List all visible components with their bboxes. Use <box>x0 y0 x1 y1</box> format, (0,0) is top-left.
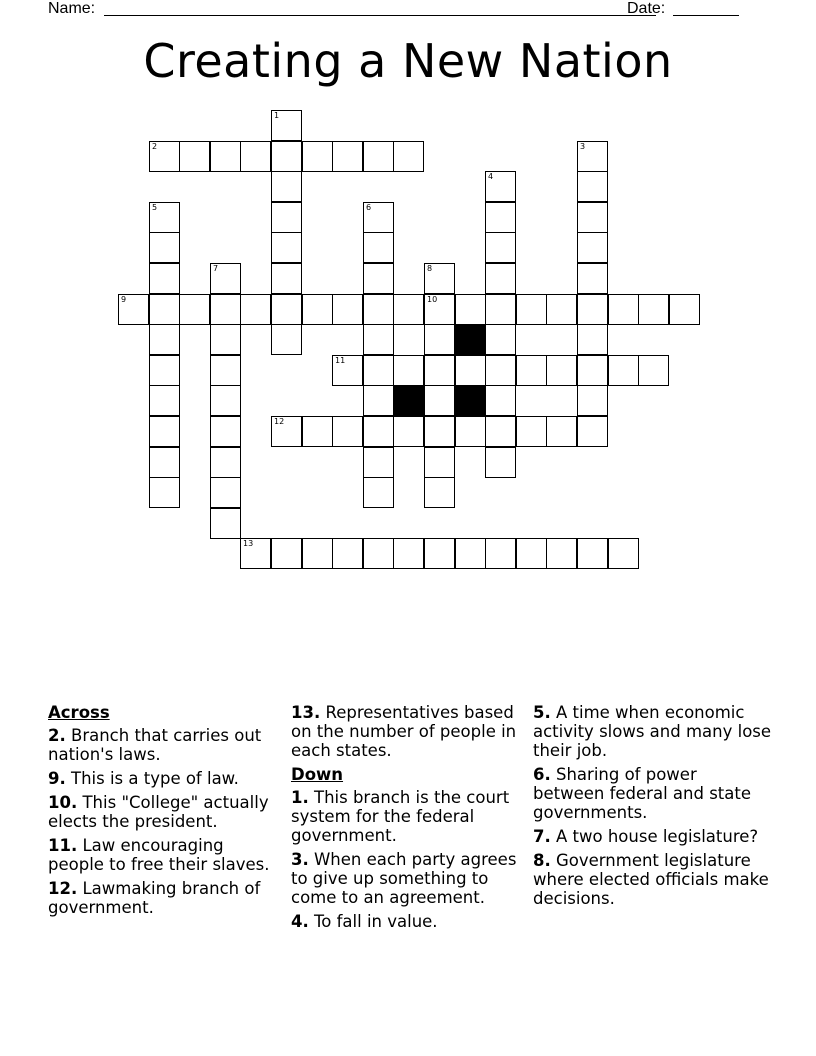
clue-number-label: 8 <box>427 264 433 273</box>
grid-cell[interactable] <box>424 294 455 325</box>
clue-item <box>48 879 273 917</box>
clue-item <box>533 851 773 908</box>
grid-cell[interactable] <box>210 141 241 172</box>
clue-number: 7. <box>533 827 551 846</box>
grid-cell[interactable] <box>485 324 516 355</box>
date-label: Date: <box>627 0 666 17</box>
grid-cell[interactable] <box>210 324 241 355</box>
clue-item <box>291 703 521 760</box>
grid-cell[interactable] <box>332 355 363 386</box>
clues-column-3 <box>533 703 773 913</box>
grid-cell[interactable] <box>149 385 180 416</box>
clue-number: 6. <box>533 765 551 784</box>
grid-cell[interactable] <box>271 110 302 141</box>
clue-number-label: 7 <box>213 264 219 273</box>
clue-text: Branch that carries out nation's laws. <box>48 726 262 764</box>
clue-item <box>291 912 521 931</box>
clue-heading: Down <box>291 765 344 784</box>
clue-number-label: 13 <box>243 539 254 548</box>
black-cell <box>393 385 424 416</box>
grid-cell[interactable] <box>210 263 241 294</box>
clue-number: 2. <box>48 726 66 745</box>
grid-cell[interactable] <box>271 263 302 294</box>
grid-cell[interactable] <box>271 324 302 355</box>
grid-cell[interactable] <box>393 538 424 569</box>
clue-text: Government legislature where elected officials make decisions. <box>533 851 769 908</box>
grid-cell[interactable] <box>424 447 455 478</box>
grid-cell[interactable] <box>149 141 180 172</box>
grid-cell[interactable] <box>302 141 333 172</box>
grid-cell[interactable] <box>240 538 271 569</box>
grid-cell[interactable] <box>210 355 241 386</box>
grid-cell[interactable] <box>271 416 302 447</box>
clue-text: This "College" actually elects the president. <box>48 793 269 831</box>
grid-cell[interactable] <box>638 294 669 325</box>
grid-cell[interactable] <box>240 294 271 325</box>
grid-cell[interactable] <box>485 171 516 202</box>
clue-number: 5. <box>533 703 551 722</box>
clue-item <box>533 765 773 822</box>
grid-cell[interactable] <box>516 294 547 325</box>
clue-text: Sharing of power between federal and state governments. <box>533 765 751 822</box>
grid-cell[interactable] <box>210 385 241 416</box>
clue-number-label: 4 <box>488 172 494 181</box>
grid-cell[interactable] <box>149 294 180 325</box>
name-label: Name: <box>48 0 96 17</box>
grid-cell[interactable] <box>485 416 516 447</box>
grid-cell[interactable] <box>302 294 333 325</box>
grid-cell[interactable] <box>210 294 241 325</box>
grid-cell[interactable] <box>455 416 486 447</box>
grid-cell[interactable] <box>271 538 302 569</box>
grid-cell[interactable] <box>363 447 394 478</box>
clue-number: 3. <box>291 850 309 869</box>
grid-cell[interactable] <box>149 355 180 386</box>
grid-cell[interactable] <box>363 324 394 355</box>
grid-cell[interactable] <box>302 416 333 447</box>
grid-cell[interactable] <box>149 447 180 478</box>
grid-cell[interactable] <box>485 294 516 325</box>
grid-cell[interactable] <box>455 294 486 325</box>
grid-cell[interactable] <box>271 141 302 172</box>
clue-number: 9. <box>48 769 66 788</box>
grid-cell[interactable] <box>271 294 302 325</box>
grid-cell[interactable] <box>546 355 577 386</box>
grid-cell[interactable] <box>210 447 241 478</box>
clue-text: Law encouraging people to free their slaves. <box>48 836 270 874</box>
grid-cell[interactable] <box>240 141 271 172</box>
grid-cell[interactable] <box>302 538 333 569</box>
clue-number-label: 10 <box>427 295 438 304</box>
clue-number: 8. <box>533 851 551 870</box>
grid-cell[interactable] <box>393 294 424 325</box>
clue-heading: Across <box>48 703 110 722</box>
grid-cell[interactable] <box>179 294 210 325</box>
grid-cell[interactable] <box>363 355 394 386</box>
grid-cell[interactable] <box>271 232 302 263</box>
grid-cell[interactable] <box>577 263 608 294</box>
clue-number: 12. <box>48 879 78 898</box>
grid-cell[interactable] <box>577 324 608 355</box>
clue-item <box>533 703 773 760</box>
grid-cell[interactable] <box>577 202 608 233</box>
grid-cell[interactable] <box>363 538 394 569</box>
grid-cell[interactable] <box>424 416 455 447</box>
clue-number: 1. <box>291 788 309 807</box>
grid-cell[interactable] <box>393 355 424 386</box>
grid-cell[interactable] <box>363 294 394 325</box>
black-cell <box>455 385 486 416</box>
grid-cell[interactable] <box>424 538 455 569</box>
grid-cell[interactable] <box>485 538 516 569</box>
grid-cell[interactable] <box>577 294 608 325</box>
grid-cell[interactable] <box>393 141 424 172</box>
grid-cell[interactable] <box>271 202 302 233</box>
grid-cell[interactable] <box>608 355 639 386</box>
grid-cell[interactable] <box>455 355 486 386</box>
grid-cell[interactable] <box>546 538 577 569</box>
grid-cell[interactable] <box>149 202 180 233</box>
black-cell <box>455 324 486 355</box>
clue-item <box>48 769 273 788</box>
grid-cell[interactable] <box>608 538 639 569</box>
grid-cell[interactable] <box>485 202 516 233</box>
grid-cell[interactable] <box>485 447 516 478</box>
clue-text: Representatives based on the number of people in each states. <box>291 703 517 760</box>
grid-cell[interactable] <box>332 141 363 172</box>
grid-cell[interactable] <box>638 355 669 386</box>
clue-item <box>48 726 273 764</box>
clue-item <box>291 850 521 907</box>
grid-cell[interactable] <box>485 355 516 386</box>
clue-text: To fall in value. <box>308 912 438 931</box>
grid-cell[interactable] <box>210 416 241 447</box>
grid-cell[interactable] <box>210 508 241 539</box>
grid-cell[interactable] <box>577 385 608 416</box>
grid-cell[interactable] <box>149 416 180 447</box>
grid-cell[interactable] <box>149 324 180 355</box>
grid-cell[interactable] <box>455 538 486 569</box>
grid-cell[interactable] <box>149 263 180 294</box>
clue-number-label: 2 <box>152 142 158 151</box>
grid-cell[interactable] <box>546 416 577 447</box>
grid-cell[interactable] <box>577 355 608 386</box>
grid-cell[interactable] <box>149 477 180 508</box>
clue-number-label: 3 <box>580 142 586 151</box>
grid-cell[interactable] <box>363 141 394 172</box>
grid-cell[interactable] <box>485 385 516 416</box>
grid-cell[interactable] <box>363 477 394 508</box>
grid-cell[interactable] <box>363 202 394 233</box>
grid-cell[interactable] <box>424 355 455 386</box>
clue-item <box>533 827 773 846</box>
clue-item <box>48 793 273 831</box>
clues-column-1 <box>48 703 273 922</box>
grid-cell[interactable] <box>577 171 608 202</box>
page-title: Creating a New Nation <box>143 34 673 88</box>
grid-cell[interactable] <box>424 324 455 355</box>
clue-number-label: 11 <box>335 356 346 365</box>
grid-cell[interactable] <box>332 538 363 569</box>
clue-text: This is a type of law. <box>65 769 239 788</box>
grid-cell[interactable] <box>118 294 149 325</box>
clue-number-label: 6 <box>366 203 372 212</box>
grid-cell[interactable] <box>669 294 700 325</box>
clue-text: Lawmaking branch of government. <box>48 879 261 917</box>
clue-text: A two house legislature? <box>550 827 759 846</box>
grid-cell[interactable] <box>577 538 608 569</box>
grid-cell[interactable] <box>516 416 547 447</box>
grid-cell[interactable] <box>577 232 608 263</box>
clue-item <box>48 836 273 874</box>
clue-number: 10. <box>48 793 78 812</box>
grid-cell[interactable] <box>363 263 394 294</box>
clue-number: 4. <box>291 912 309 931</box>
clue-number: 11. <box>48 836 78 855</box>
grid-cell[interactable] <box>149 232 180 263</box>
grid-cell[interactable] <box>363 416 394 447</box>
grid-cell[interactable] <box>485 263 516 294</box>
clue-number: 13. <box>291 703 321 722</box>
grid-cell[interactable] <box>577 416 608 447</box>
clue-number-label: 9 <box>121 295 127 304</box>
grid-cell[interactable] <box>332 294 363 325</box>
grid-cell[interactable] <box>393 416 424 447</box>
grid-cell[interactable] <box>485 232 516 263</box>
clue-number-label: 12 <box>274 417 285 426</box>
grid-cell[interactable] <box>363 232 394 263</box>
grid-cell[interactable] <box>546 294 577 325</box>
clue-number-label: 5 <box>152 203 158 212</box>
grid-cell[interactable] <box>332 416 363 447</box>
grid-cell[interactable] <box>608 294 639 325</box>
clue-text: This branch is the court system for the federal government. <box>291 788 510 845</box>
grid-cell[interactable] <box>210 477 241 508</box>
grid-cell[interactable] <box>424 385 455 416</box>
grid-cell[interactable] <box>424 477 455 508</box>
grid-cell[interactable] <box>363 385 394 416</box>
clue-text: When each party agrees to give up something to come to an agreement. <box>291 850 517 907</box>
grid-cell[interactable] <box>516 538 547 569</box>
clue-item <box>291 788 521 845</box>
grid-cell[interactable] <box>577 141 608 172</box>
clue-number-label: 1 <box>274 111 280 120</box>
grid-cell[interactable] <box>424 263 455 294</box>
clue-text: A time when economic activity slows and many lose their job. <box>533 703 772 760</box>
grid-cell[interactable] <box>271 171 302 202</box>
clues-column-2 <box>291 703 521 936</box>
grid-cell[interactable] <box>516 355 547 386</box>
grid-cell[interactable] <box>179 141 210 172</box>
